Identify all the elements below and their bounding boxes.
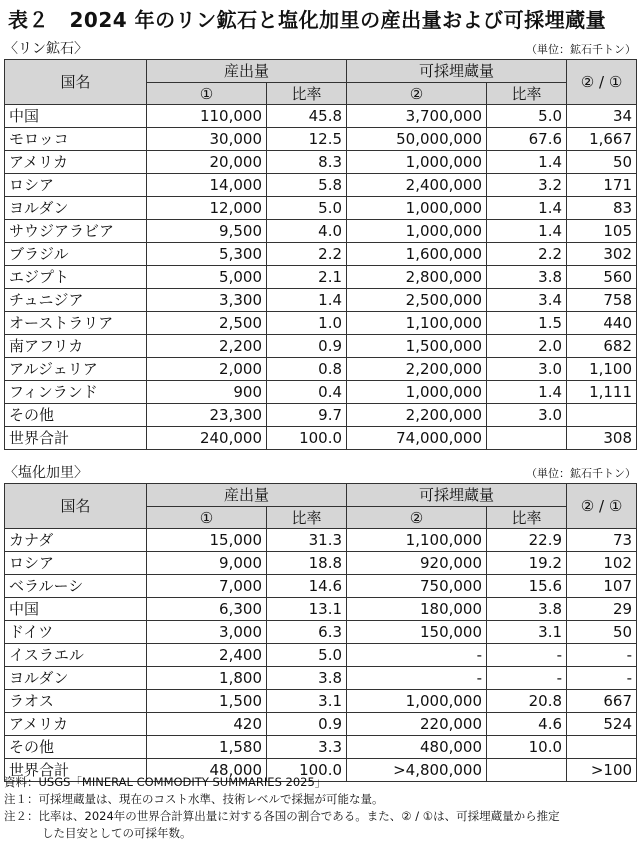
header-production: 産出量: [147, 60, 347, 83]
table-row: [5, 690, 637, 713]
country-cell: サウジアラビア: [5, 220, 147, 243]
production-ratio-cell: 0.4: [267, 381, 347, 404]
reserves-cell: 180,000: [347, 598, 487, 621]
reserves-ratio-cell: 1.4: [487, 197, 567, 220]
reserves-cell: 2,500,000: [347, 289, 487, 312]
reserves-ratio-cell: 3.8: [487, 598, 567, 621]
reserves-cell: 920,000: [347, 552, 487, 575]
years-cell: 560: [567, 266, 637, 289]
table-title: 表２ 2024 年のリン鉱石と塩化加里の産出量および可採埋蔵量: [8, 8, 607, 32]
production-ratio-cell: 45.8: [267, 105, 347, 128]
production-cell: 1,800: [147, 667, 267, 690]
country-cell: その他: [5, 404, 147, 427]
years-cell: 107: [567, 575, 637, 598]
production-ratio-cell: 18.8: [267, 552, 347, 575]
production-cell: 1,580: [147, 736, 267, 759]
reserves-ratio-cell: -: [487, 644, 567, 667]
potash-section-header: [4, 462, 636, 482]
production-cell: 30,000: [147, 128, 267, 151]
reserves-cell: 2,800,000: [347, 266, 487, 289]
reserves-cell: 2,200,000: [347, 358, 487, 381]
reserves-cell: >4,800,000: [347, 759, 487, 782]
production-ratio-cell: 13.1: [267, 598, 347, 621]
reserves-cell: 3,700,000: [347, 105, 487, 128]
table-row: [5, 312, 637, 335]
reserves-cell: 1,000,000: [347, 690, 487, 713]
header-production-ratio: 比率: [267, 507, 347, 529]
reserves-ratio-cell: 1.4: [487, 220, 567, 243]
years-cell: 758: [567, 289, 637, 312]
reserves-cell: 2,200,000: [347, 404, 487, 427]
production-cell: 2,000: [147, 358, 267, 381]
production-cell: 20,000: [147, 151, 267, 174]
reserves-ratio-cell: 4.6: [487, 713, 567, 736]
country-cell: カナダ: [5, 529, 147, 552]
phosphate-label: 〈リン鉱石〉: [4, 41, 88, 57]
production-ratio-cell: 1.0: [267, 312, 347, 335]
production-ratio-cell: 100.0: [267, 759, 347, 782]
production-cell: 5,000: [147, 266, 267, 289]
table-row: [5, 266, 637, 289]
country-cell: アメリカ: [5, 713, 147, 736]
country-cell: 中国: [5, 105, 147, 128]
production-ratio-cell: 9.7: [267, 404, 347, 427]
reserves-ratio-cell: 67.6: [487, 128, 567, 151]
reserves-cell: -: [347, 644, 487, 667]
table-row: [5, 220, 637, 243]
country-cell: イスラエル: [5, 644, 147, 667]
source-note: 資料：USGS「MINERAL COMMODITY SUMMARIES 2025」: [4, 775, 327, 789]
years-cell: 34: [567, 105, 637, 128]
reserves-cell: 750,000: [347, 575, 487, 598]
years-cell: 83: [567, 197, 637, 220]
years-cell: 667: [567, 690, 637, 713]
production-ratio-cell: 14.6: [267, 575, 347, 598]
reserves-cell: 220,000: [347, 713, 487, 736]
production-cell: 110,000: [147, 105, 267, 128]
reserves-ratio-cell: 1.5: [487, 312, 567, 335]
phosphate-table: [4, 59, 637, 450]
reserves-ratio-cell: 3.1: [487, 621, 567, 644]
reserves-ratio-cell: 3.8: [487, 266, 567, 289]
notes: [4, 774, 636, 842]
country-cell: エジプト: [5, 266, 147, 289]
header-production-ratio: 比率: [267, 83, 347, 105]
production-ratio-cell: 31.3: [267, 529, 347, 552]
years-cell: 1,111: [567, 381, 637, 404]
production-ratio-cell: 6.3: [267, 621, 347, 644]
production-cell: 2,200: [147, 335, 267, 358]
header-years: ② / ①: [567, 60, 637, 105]
production-ratio-cell: 8.3: [267, 151, 347, 174]
header-reserves-ref: ②: [347, 83, 487, 105]
reserves-ratio-cell: 5.0: [487, 105, 567, 128]
production-cell: 12,000: [147, 197, 267, 220]
header-country: 国名: [5, 60, 147, 105]
table-row: [5, 151, 637, 174]
table-row: [5, 427, 637, 450]
years-cell: 105: [567, 220, 637, 243]
note-2: 注２：比率は、2024年の世界合計算出量に対する各国の割合である。また、② / ①は、可採埋蔵量から推定: [4, 809, 560, 823]
production-cell: 5,300: [147, 243, 267, 266]
production-ratio-cell: 3.8: [267, 667, 347, 690]
years-cell: 302: [567, 243, 637, 266]
reserves-ratio-cell: 3.0: [487, 404, 567, 427]
years-cell: [567, 736, 637, 759]
header-reserves-ratio: 比率: [487, 83, 567, 105]
country-cell: ロシア: [5, 174, 147, 197]
phosphate-unit: （単位：鉱石千トン）: [526, 43, 636, 56]
years-cell: 440: [567, 312, 637, 335]
years-cell: 50: [567, 621, 637, 644]
years-cell: 1,667: [567, 128, 637, 151]
reserves-ratio-cell: -: [487, 667, 567, 690]
table-row: [5, 736, 637, 759]
header-reserves: 可採埋蔵量: [347, 60, 567, 83]
reserves-ratio-cell: 3.2: [487, 174, 567, 197]
years-cell: [567, 404, 637, 427]
production-cell: 15,000: [147, 529, 267, 552]
years-cell: 29: [567, 598, 637, 621]
potash-table: [4, 483, 637, 782]
production-ratio-cell: 3.1: [267, 690, 347, 713]
reserves-cell: 1,100,000: [347, 529, 487, 552]
reserves-cell: 1,100,000: [347, 312, 487, 335]
table-row: [5, 289, 637, 312]
production-ratio-cell: 4.0: [267, 220, 347, 243]
country-cell: 南アフリカ: [5, 335, 147, 358]
header-reserves: 可採埋蔵量: [347, 484, 567, 507]
table-row: [5, 713, 637, 736]
years-cell: 308: [567, 427, 637, 450]
table-row: [5, 598, 637, 621]
production-cell: 1,500: [147, 690, 267, 713]
table-row: [5, 128, 637, 151]
production-cell: 240,000: [147, 427, 267, 450]
country-cell: 中国: [5, 598, 147, 621]
reserves-ratio-cell: 1.4: [487, 381, 567, 404]
reserves-cell: 480,000: [347, 736, 487, 759]
note-1: 注１：可採埋蔵量は、現在のコスト水準、技術レベルで採掘が可能な量。: [4, 792, 384, 806]
years-cell: -: [567, 667, 637, 690]
table-row: [5, 174, 637, 197]
production-cell: 3,000: [147, 621, 267, 644]
years-cell: 102: [567, 552, 637, 575]
country-cell: アルジェリア: [5, 358, 147, 381]
country-cell: 世界合計: [5, 759, 147, 782]
table-row: [5, 358, 637, 381]
production-cell: 23,300: [147, 404, 267, 427]
country-cell: その他: [5, 736, 147, 759]
country-cell: ヨルダン: [5, 197, 147, 220]
country-cell: ロシア: [5, 552, 147, 575]
header-country: 国名: [5, 484, 147, 529]
country-cell: ヨルダン: [5, 667, 147, 690]
reserves-ratio-cell: 19.2: [487, 552, 567, 575]
country-cell: ラオス: [5, 690, 147, 713]
potash-label: 〈塩化加里〉: [4, 465, 88, 481]
table-row: [5, 552, 637, 575]
production-ratio-cell: 100.0: [267, 427, 347, 450]
country-cell: ドイツ: [5, 621, 147, 644]
reserves-cell: 1,000,000: [347, 381, 487, 404]
reserves-cell: 74,000,000: [347, 427, 487, 450]
production-ratio-cell: 0.8: [267, 358, 347, 381]
production-cell: 14,000: [147, 174, 267, 197]
note-2-continued: した目安としての可採年数。: [42, 826, 192, 840]
reserves-cell: -: [347, 667, 487, 690]
reserves-cell: 1,000,000: [347, 220, 487, 243]
production-ratio-cell: 0.9: [267, 335, 347, 358]
production-cell: 3,300: [147, 289, 267, 312]
reserves-ratio-cell: 3.0: [487, 358, 567, 381]
years-cell: -: [567, 644, 637, 667]
country-cell: ブラジル: [5, 243, 147, 266]
production-cell: 2,500: [147, 312, 267, 335]
production-cell: 48,000: [147, 759, 267, 782]
reserves-cell: 1,000,000: [347, 151, 487, 174]
production-ratio-cell: 2.2: [267, 243, 347, 266]
country-cell: フィンランド: [5, 381, 147, 404]
country-cell: 世界合計: [5, 427, 147, 450]
reserves-cell: 1,500,000: [347, 335, 487, 358]
header-production-ref: ①: [147, 83, 267, 105]
country-cell: ベラルーシ: [5, 575, 147, 598]
production-ratio-cell: 2.1: [267, 266, 347, 289]
production-ratio-cell: 3.3: [267, 736, 347, 759]
production-ratio-cell: 1.4: [267, 289, 347, 312]
country-cell: アメリカ: [5, 151, 147, 174]
production-cell: 420: [147, 713, 267, 736]
potash-unit: （単位：鉱石千トン）: [526, 467, 636, 480]
years-cell: >100: [567, 759, 637, 782]
country-cell: チュニジア: [5, 289, 147, 312]
years-cell: 50: [567, 151, 637, 174]
production-cell: 9,500: [147, 220, 267, 243]
production-ratio-cell: 5.0: [267, 197, 347, 220]
production-cell: 900: [147, 381, 267, 404]
reserves-cell: 2,400,000: [347, 174, 487, 197]
table-row: [5, 667, 637, 690]
production-ratio-cell: 5.0: [267, 644, 347, 667]
production-ratio-cell: 0.9: [267, 713, 347, 736]
production-ratio-cell: 12.5: [267, 128, 347, 151]
years-cell: 1,100: [567, 358, 637, 381]
production-cell: 6,300: [147, 598, 267, 621]
reserves-ratio-cell: [487, 427, 567, 450]
table-row: [5, 404, 637, 427]
reserves-cell: 1,600,000: [347, 243, 487, 266]
production-cell: 9,000: [147, 552, 267, 575]
reserves-ratio-cell: 2.2: [487, 243, 567, 266]
header-reserves-ref: ②: [347, 507, 487, 529]
reserves-ratio-cell: 2.0: [487, 335, 567, 358]
header-production-ref: ①: [147, 507, 267, 529]
table-row: [5, 529, 637, 552]
table-row: [5, 335, 637, 358]
country-cell: モロッコ: [5, 128, 147, 151]
reserves-ratio-cell: 15.6: [487, 575, 567, 598]
table-row: [5, 644, 637, 667]
reserves-ratio-cell: 22.9: [487, 529, 567, 552]
reserves-ratio-cell: 10.0: [487, 736, 567, 759]
header-production: 産出量: [147, 484, 347, 507]
table-row: [5, 243, 637, 266]
reserves-cell: 150,000: [347, 621, 487, 644]
years-cell: 524: [567, 713, 637, 736]
country-cell: オーストラリア: [5, 312, 147, 335]
header-years: ② / ①: [567, 484, 637, 529]
years-cell: 682: [567, 335, 637, 358]
reserves-cell: 50,000,000: [347, 128, 487, 151]
production-cell: 7,000: [147, 575, 267, 598]
years-cell: 171: [567, 174, 637, 197]
table-row: [5, 381, 637, 404]
table-row: [5, 621, 637, 644]
reserves-ratio-cell: 20.8: [487, 690, 567, 713]
years-cell: 73: [567, 529, 637, 552]
table-row: [5, 197, 637, 220]
reserves-ratio-cell: 1.4: [487, 151, 567, 174]
production-cell: 2,400: [147, 644, 267, 667]
table-row: [5, 575, 637, 598]
reserves-cell: 1,000,000: [347, 197, 487, 220]
production-ratio-cell: 5.8: [267, 174, 347, 197]
phosphate-section-header: [4, 38, 636, 58]
table-row: [5, 105, 637, 128]
reserves-ratio-cell: 3.4: [487, 289, 567, 312]
header-reserves-ratio: 比率: [487, 507, 567, 529]
